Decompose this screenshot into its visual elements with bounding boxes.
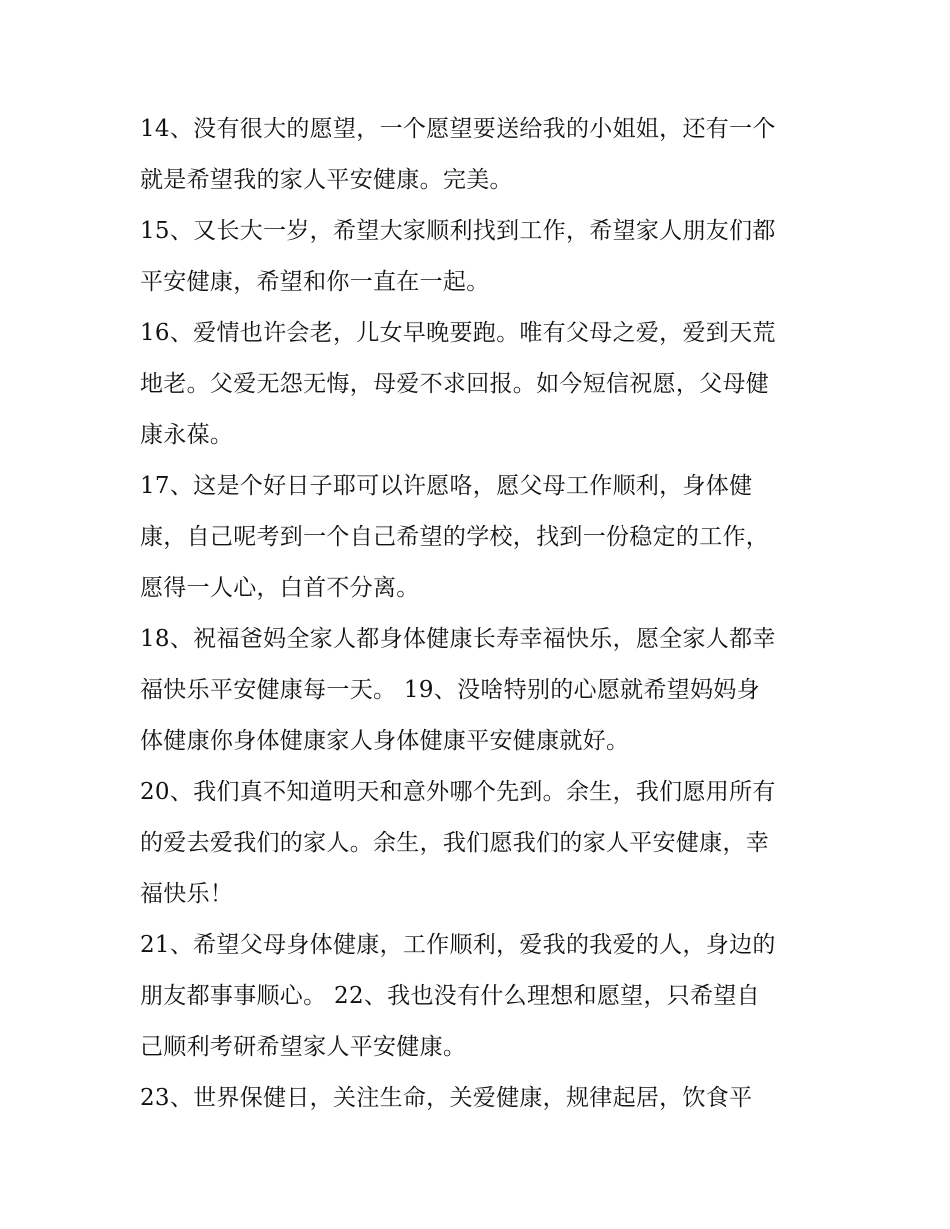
text-line: 17、这是个好日子耶可以许愿咯，愿父母工作顺利，身体健: [140, 473, 753, 499]
text-line: 18、祝福爸妈全家人都身体健康长寿幸福快乐，愿全家人都幸: [140, 626, 776, 652]
text-line: 20、我们真不知道明天和意外哪个先到。余生，我们愿用所有: [140, 779, 776, 805]
text-line: 朋友都事事顺心。 22、我也没有什么理想和愿望，只希望自: [140, 983, 760, 1009]
text-line: 福快乐平安健康每一天。 19、没啥特别的心愿就希望妈妈身: [140, 677, 760, 703]
text-line: 15、又长大一岁，希望大家顺利找到工作，希望家人朋友们都: [140, 218, 776, 244]
text-line: 体健康你身体健康家人身体健康平安健康就好。: [140, 728, 630, 754]
text-line: 就是希望我的家人平安健康。完美。: [140, 167, 513, 193]
paragraph-17: [140, 461, 812, 614]
text-line: 福快乐！: [140, 881, 234, 907]
text-line: 平安健康，希望和你一直在一起。: [140, 269, 490, 295]
text-line: 地老。父爱无怨无悔，母爱不求回报。如今短信祝愿，父母健: [140, 371, 770, 397]
text-line: 14、没有很大的愿望，一个愿望要送给我的小姐姐，还有一个: [140, 116, 776, 142]
paragraph-15: [140, 206, 812, 308]
text-line: 的爱去爱我们的家人。余生，我们愿我们的家人平安健康，幸: [140, 830, 770, 856]
text-line: 愿得一人心，白首不分离。: [140, 575, 420, 601]
paragraph-21: [140, 920, 812, 1073]
text-line: 康永葆。: [140, 422, 234, 448]
text-line: 己顺利考研希望家人平安健康。: [140, 1034, 467, 1060]
text-line: 21、希望父母身体健康，工作顺利，爱我的我爱的人，身边的: [140, 932, 776, 958]
document-body: [140, 104, 812, 1124]
paragraph-20: [140, 767, 812, 920]
text-line: 16、爱情也许会老，儿女早晚要跑。唯有父母之爱，爱到天荒: [140, 320, 776, 346]
text-line: 23、世界保健日，关注生命，关爱健康，规律起居，饮食平: [140, 1085, 753, 1111]
paragraph-23: [140, 1073, 812, 1124]
paragraph-16: [140, 308, 812, 461]
paragraph-14: [140, 104, 812, 206]
paragraph-18: [140, 614, 812, 767]
text-line: 康，自己呢考到一个自己希望的学校，找到一份稳定的工作，: [140, 524, 770, 550]
